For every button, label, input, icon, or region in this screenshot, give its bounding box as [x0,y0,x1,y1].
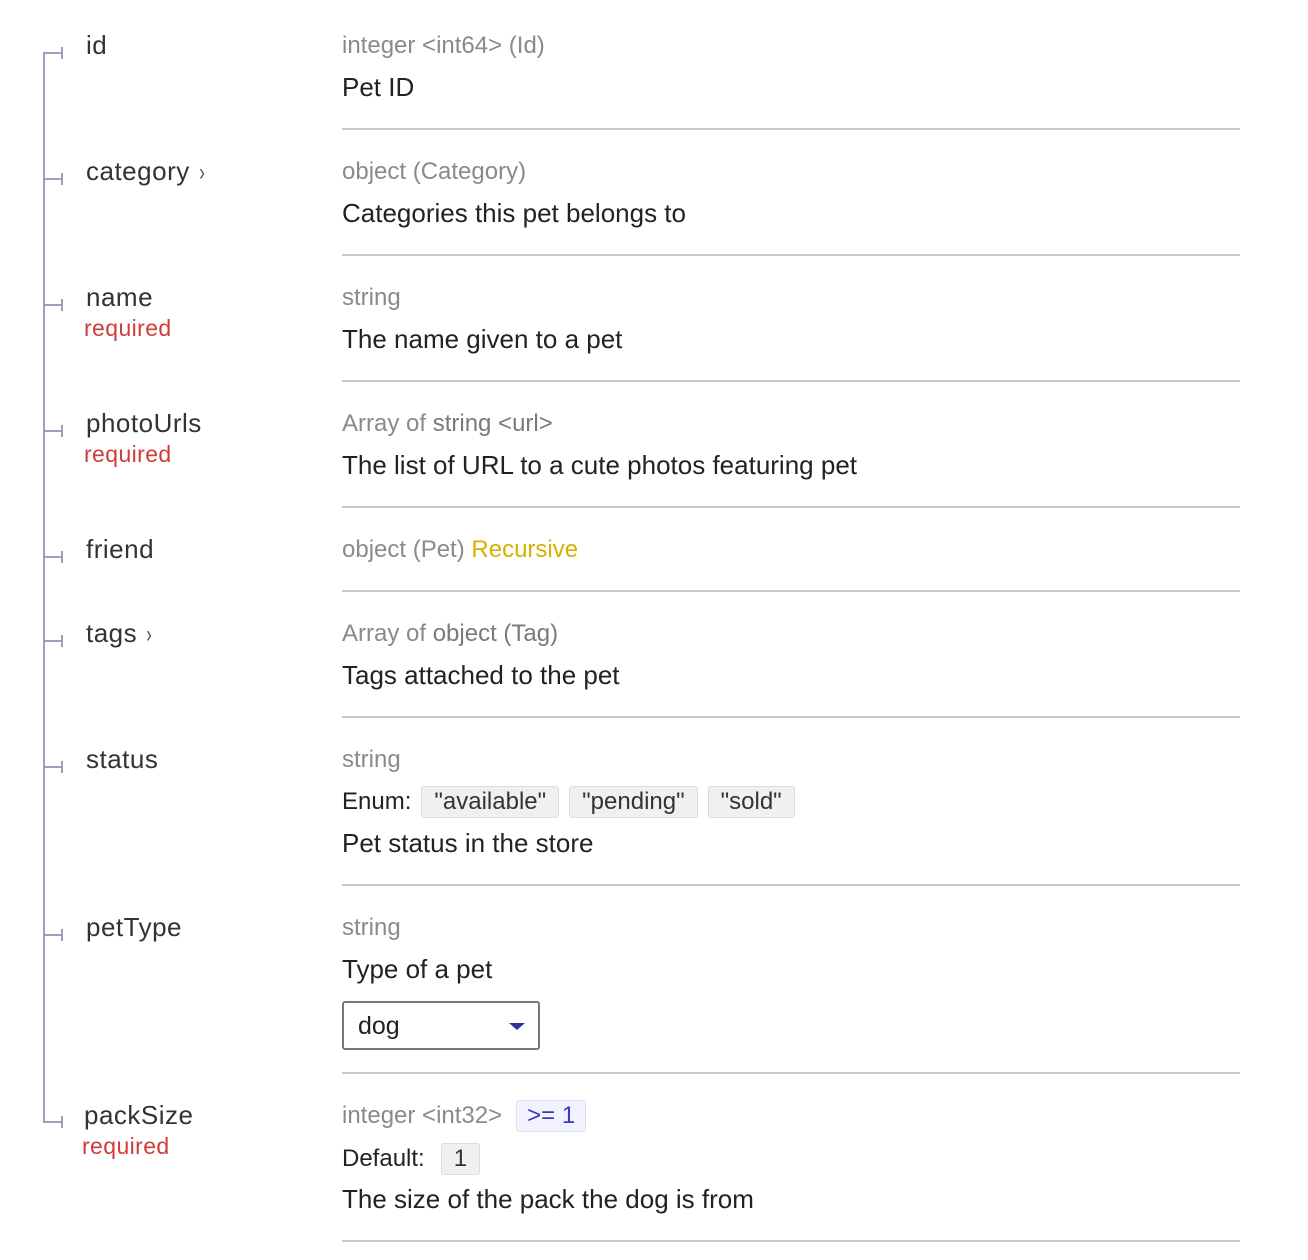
required-label: required [84,315,172,341]
property-name[interactable]: tags › [86,618,153,648]
enum-value: "pending" [569,786,697,818]
row-separator [342,506,1240,508]
tree-branch-tick [43,52,63,54]
property-description: Pet ID [342,72,415,102]
row-separator [342,380,1240,382]
constraint-badge: >= 1 [516,1100,586,1132]
select-value: dog [358,1012,400,1040]
property-type: object (Pet) Recursive [342,536,579,563]
tree-branch-tick [43,556,63,558]
default-label: Default: [342,1145,425,1172]
property-type: object (Category) [342,158,527,185]
property-name: petType [86,912,183,942]
enum-label: Enum: [342,788,412,815]
default-value: 1 [441,1143,480,1175]
tree-branch-tick [43,304,63,306]
property-name[interactable]: category › [86,156,205,186]
pettype-select[interactable] [342,1001,540,1050]
recursive-badge: Recursive [471,536,579,563]
property-description: Categories this pet belongs to [342,198,686,228]
property-name: friend [86,534,155,564]
property-description: Pet status in the store [342,828,594,858]
property-description: Type of a pet [342,954,493,984]
row-separator [342,128,1240,130]
enum-row [342,786,795,818]
property-type: integer <int32> >= 1 [342,1100,586,1132]
property-name: id [86,30,108,60]
row-separator [342,254,1240,256]
chevron-right-icon[interactable]: › [146,621,153,648]
property-name: photoUrls [86,408,202,438]
property-type: string [342,284,401,311]
required-label: required [82,1133,170,1159]
tree-branch-tick [43,1121,63,1123]
default-row [342,1143,480,1175]
property-description: The list of URL to a cute photos featuring pet [342,450,857,480]
tree-branch-tick [43,766,63,768]
row-separator [342,590,1240,592]
row-separator [342,716,1240,718]
property-type: Array of string <url> [342,410,553,437]
property-type: string [342,914,401,941]
chevron-right-icon[interactable]: › [199,159,205,186]
property-description: Tags attached to the pet [342,660,620,690]
caret-down-icon [509,1023,525,1030]
required-label: required [84,441,172,467]
property-description: The name given to a pet [342,324,623,354]
row-separator [342,884,1240,886]
row-separator [342,1240,1240,1242]
property-name: name [86,282,154,312]
property-name: packSize [84,1100,194,1130]
property-type: string [342,746,401,773]
property-name: status [86,744,159,774]
tree-branch-tick [43,178,63,180]
enum-value: "sold" [708,786,795,818]
property-description: The size of the pack the dog is from [342,1184,754,1214]
tree-connector-line [43,52,45,1122]
enum-value: "available" [421,786,559,818]
property-type: integer <int64> (Id) [342,32,545,59]
tree-branch-tick [43,640,63,642]
row-separator [342,1072,1240,1074]
tree-branch-tick [43,430,63,432]
tree-branch-tick [43,934,63,936]
property-type: Array of object (Tag) [342,620,559,647]
